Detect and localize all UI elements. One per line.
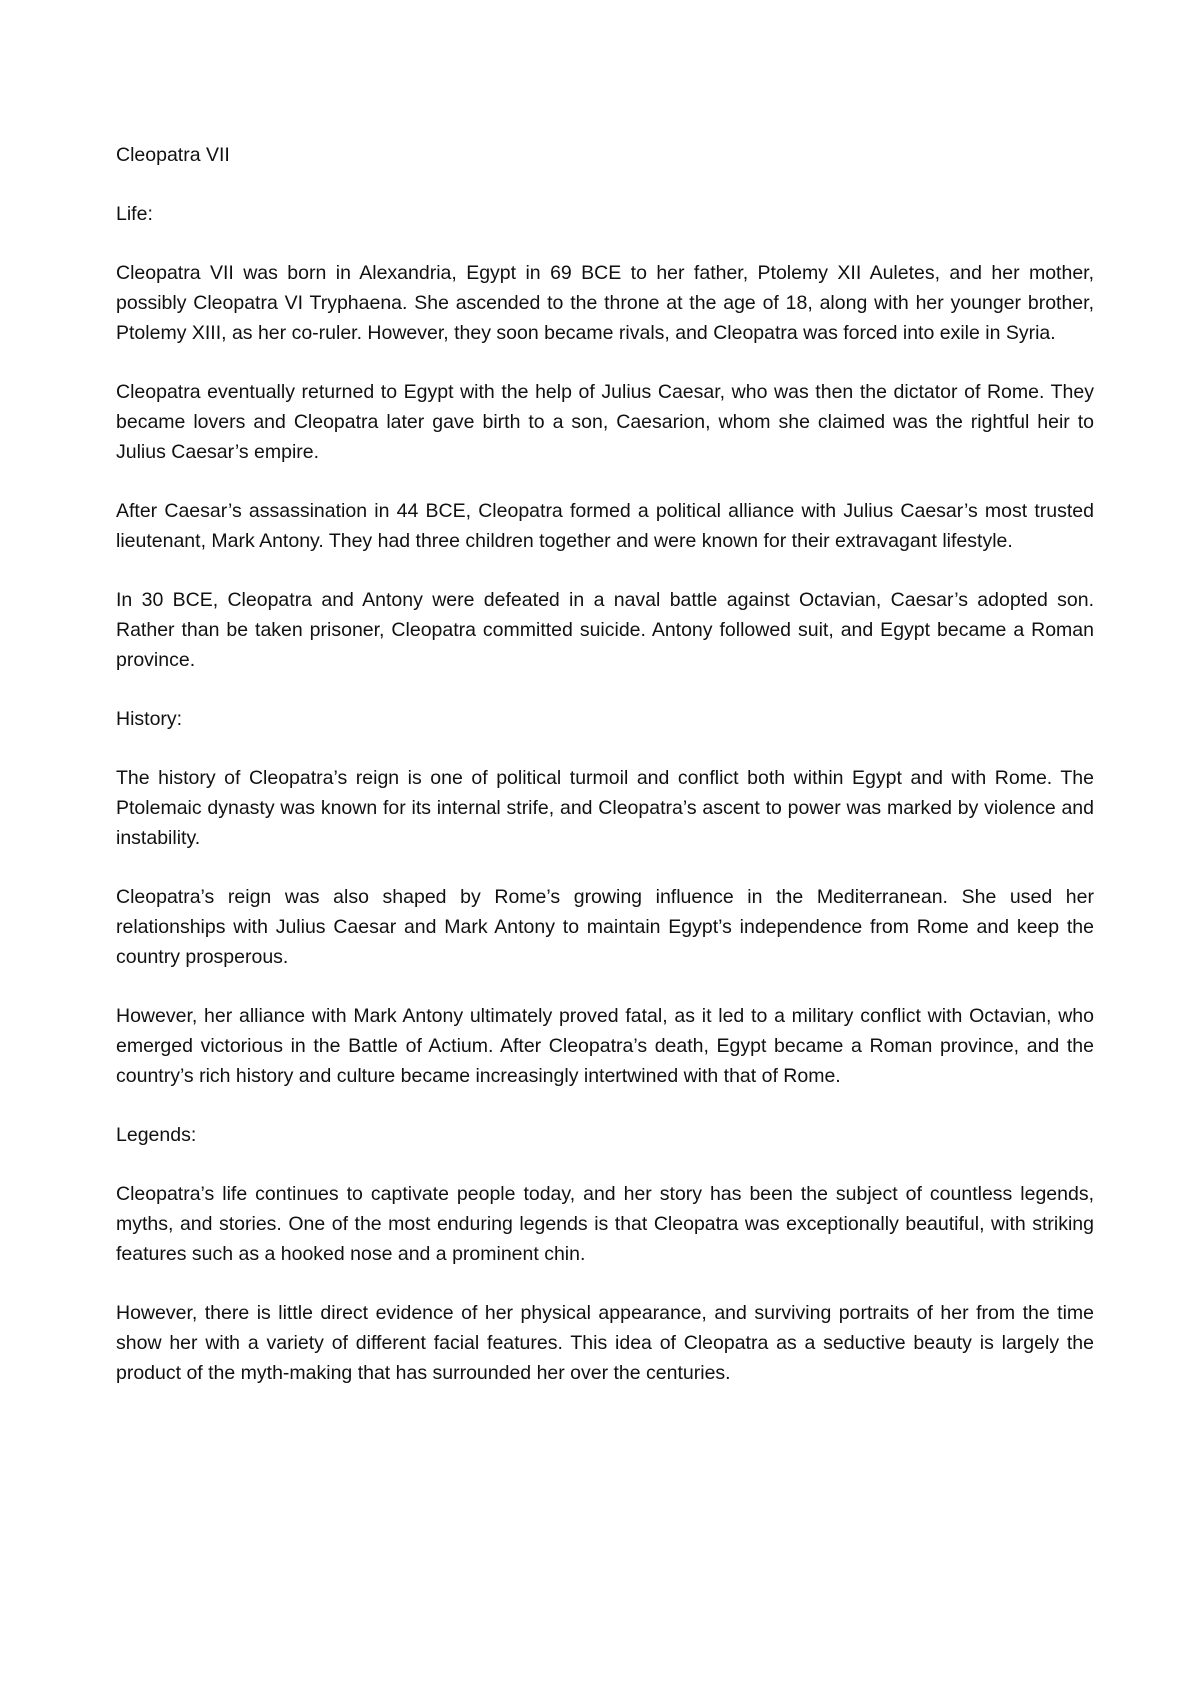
document-page bbox=[116, 140, 1094, 1417]
paragraph: After Caesar’s assassination in 44 BCE, Cleopatra formed a political alliance with Julius Caesar’s most trusted lieutenant, Mark Antony. They had three children together and were known for their extravagant lifestyle. bbox=[116, 500, 1094, 552]
section-heading-history: History: bbox=[116, 708, 183, 730]
section-heading-legends: Legends: bbox=[116, 1124, 197, 1146]
paragraph: Cleopatra’s life continues to captivate people today, and her story has been the subject of countless legends, myths, and stories. One of the most enduring legends is that Cleopatra was exceptionally beautiful, with striking features such as a hooked nose and a prominent chin. bbox=[116, 1183, 1094, 1265]
paragraph: The history of Cleopatra’s reign is one of political turmoil and conflict both within Egypt and with Rome. The Ptolemaic dynasty was known for its internal strife, and Cleopatra’s ascent to power was marked by violence and instability. bbox=[116, 767, 1094, 849]
section-heading-life: Life: bbox=[116, 203, 153, 225]
paragraph: Cleopatra VII was born in Alexandria, Egypt in 69 BCE to her father, Ptolemy XII Auletes, and her mother, possibly Cleopatra VI Tryphaena. She ascended to the throne at the age of 18, along with her younger brother, Ptolemy XIII, as her co-ruler. However, they soon became rivals, and Cleopatra was forced into exile in Syria. bbox=[116, 262, 1094, 344]
paragraph: Cleopatra eventually returned to Egypt with the help of Julius Caesar, who was then the dictator of Rome. They became lovers and Cleopatra later gave birth to a son, Caesarion, whom she claimed was the rightful heir to Julius Caesar’s empire. bbox=[116, 381, 1094, 463]
paragraph: However, there is little direct evidence of her physical appearance, and surviving portraits of her from the time show her with a variety of different facial features. This idea of Cleopatra as a seductive beauty is largely the product of the myth-making that has surrounded her over the centuries. bbox=[116, 1302, 1094, 1384]
paragraph: Cleopatra’s reign was also shaped by Rome’s growing influence in the Mediterranean. She used her relationships with Julius Caesar and Mark Antony to maintain Egypt’s independence from Rome and keep the country prosperous. bbox=[116, 886, 1094, 968]
paragraph: In 30 BCE, Cleopatra and Antony were defeated in a naval battle against Octavian, Caesar’s adopted son. Rather than be taken prisoner, Cleopatra committed suicide. Antony followed suit, and Egypt became a Roman province. bbox=[116, 589, 1094, 671]
document-title: Cleopatra VII bbox=[116, 144, 230, 166]
paragraph: However, her alliance with Mark Antony ultimately proved fatal, as it led to a military conflict with Octavian, who emerged victorious in the Battle of Actium. After Cleopatra’s death, Egypt became a Roman province, and the country’s rich history and culture became increasingly intertwined with that of Rome. bbox=[116, 1005, 1094, 1087]
